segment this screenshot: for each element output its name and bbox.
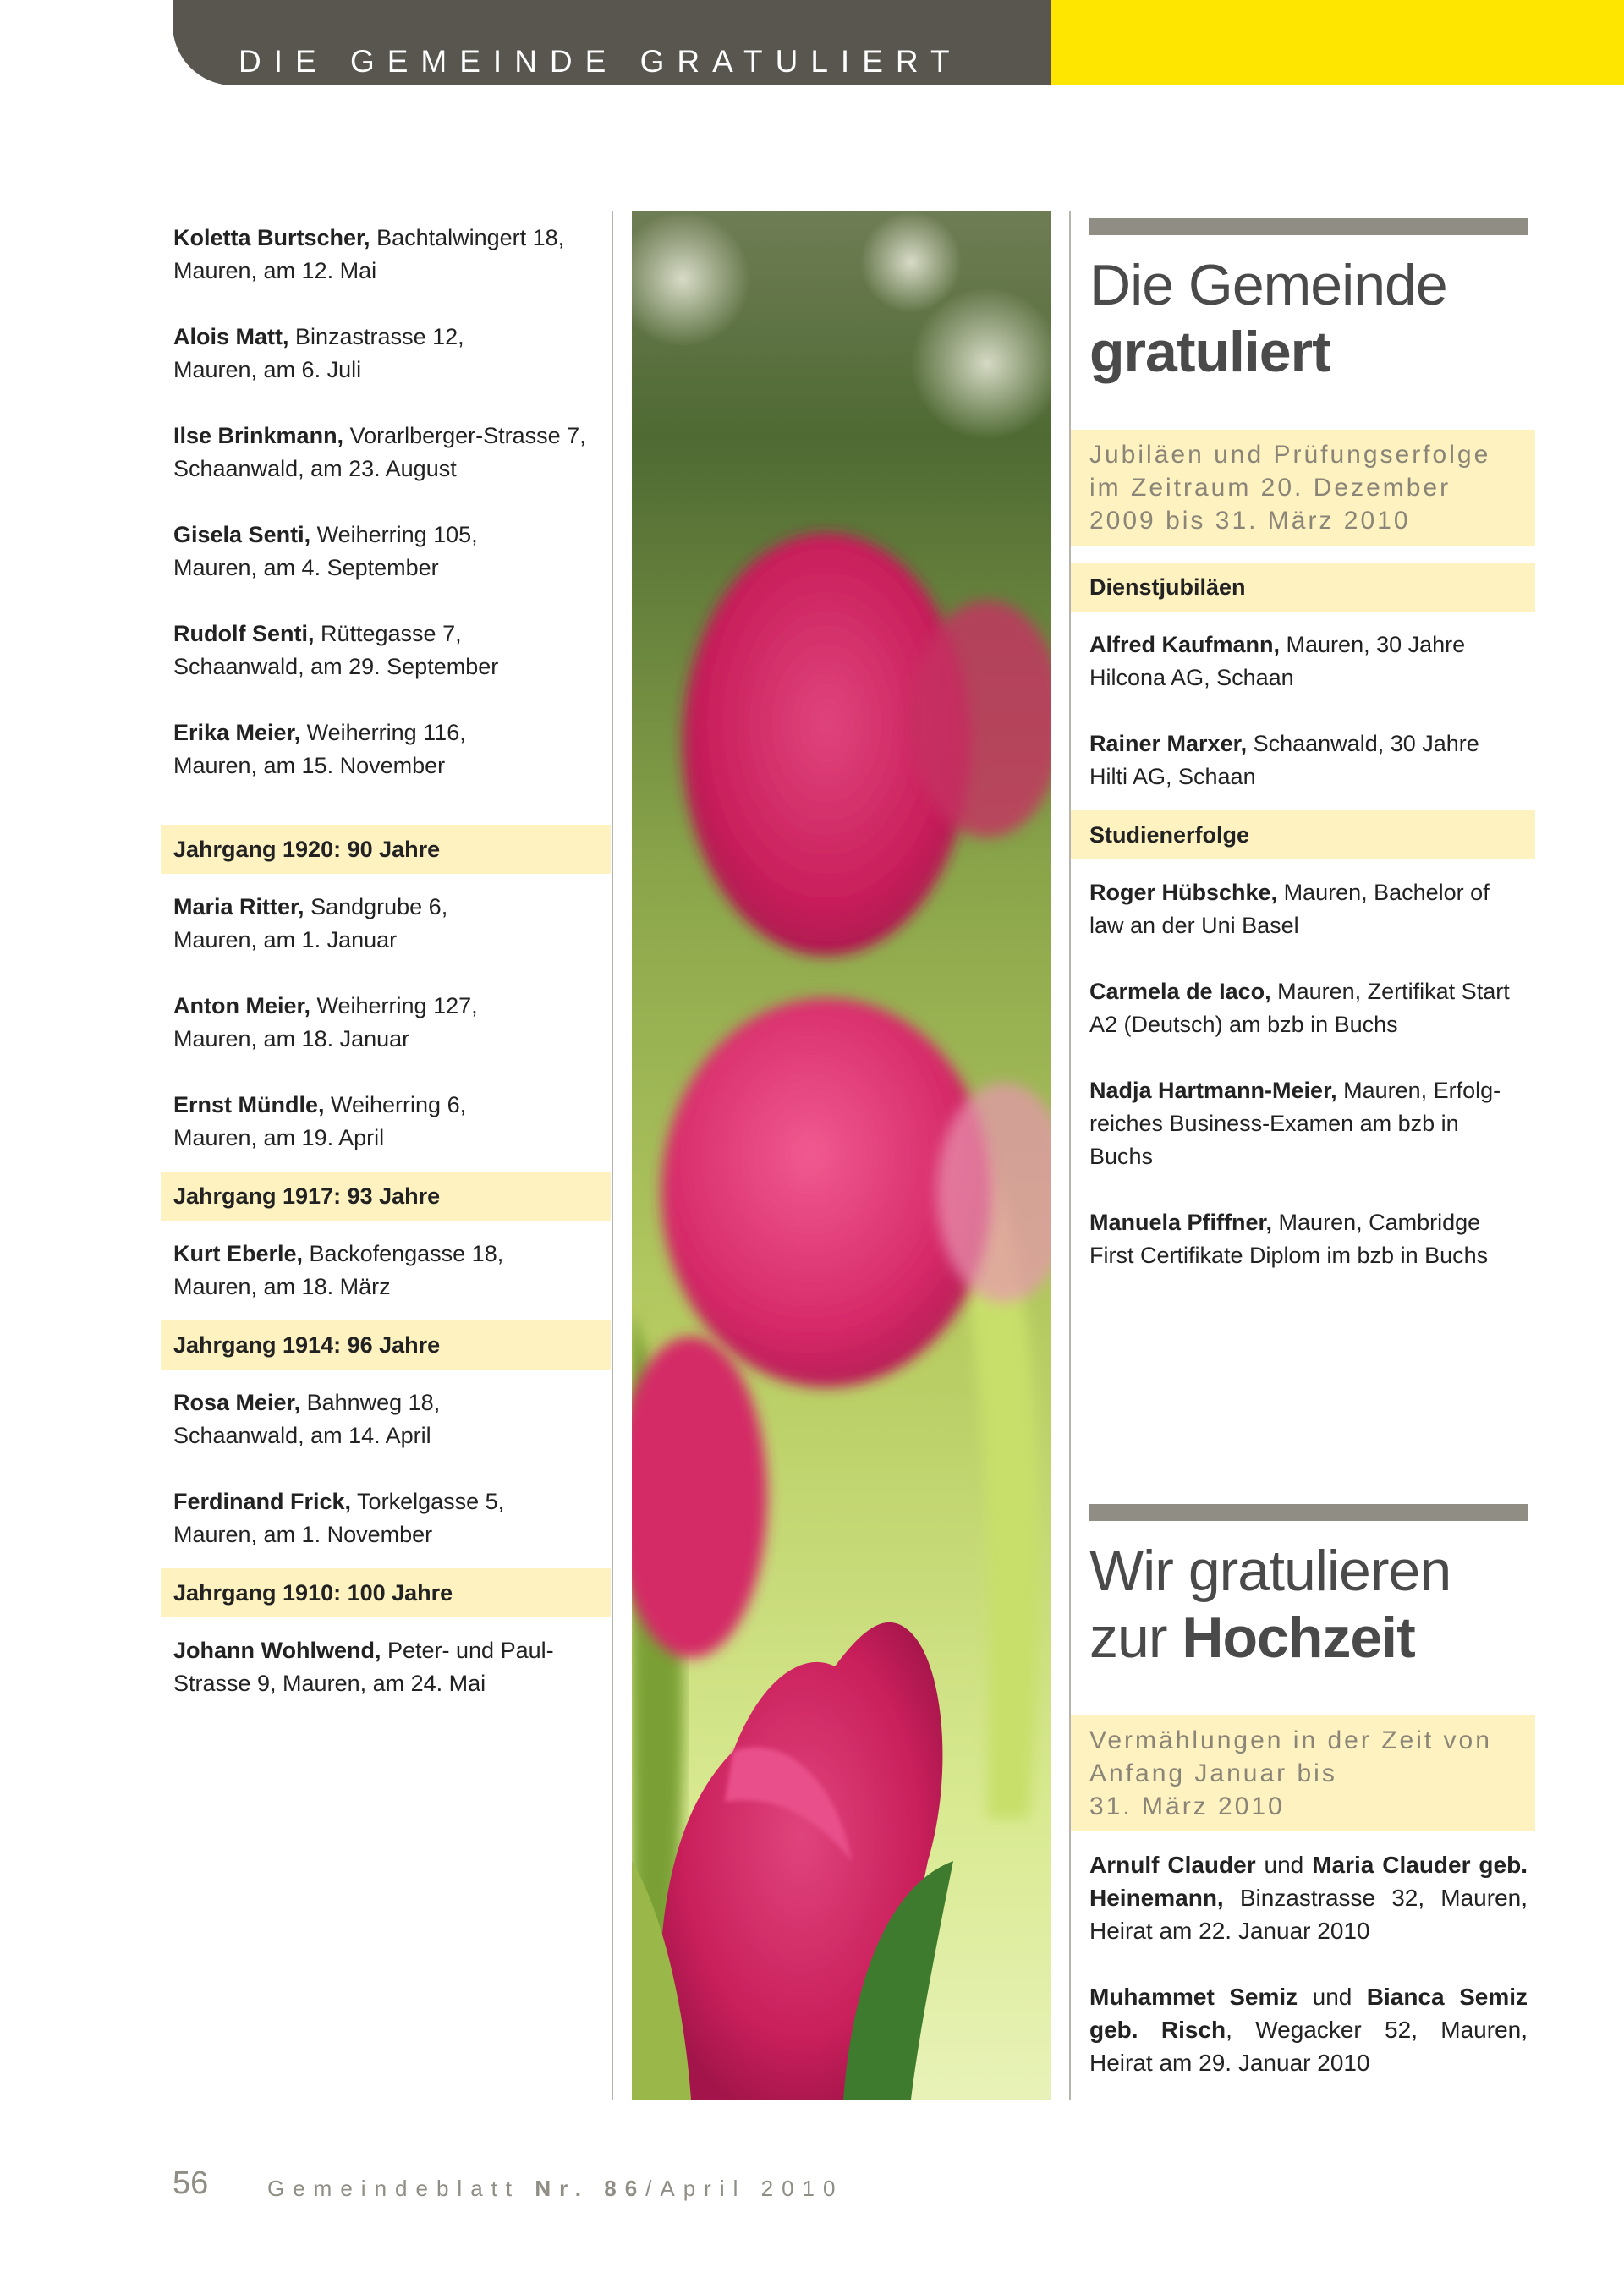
left-column <box>161 222 611 1733</box>
list-item: Anton Meier, Weiherring 127, Mauren, am 18. Januar <box>173 993 478 1051</box>
wedding-entry: Arnulf Clauder und Maria Clauder geb. Heinemann, Binzastrasse 32, Mauren, Heirat am 22. Januar 2010 <box>1089 1852 1528 1944</box>
list-item: Roger Hübschke, Mauren, Bachelor of law an der Uni Basel <box>1089 880 1490 938</box>
list-item: Kurt Eberle, Backofengasse 18, Mauren, am 18. März <box>173 1241 504 1299</box>
column-divider-left <box>612 211 613 2100</box>
section-subtitle: Jubiläen und Prüfungserfolge im Zeitraum 20. Dezember 2009 bis 31. März 2010 <box>1071 430 1535 546</box>
category-heading-studienerfolge: Studienerfolge <box>1071 810 1535 859</box>
section-rule <box>1089 218 1528 235</box>
list-item: Alfred Kaufmann, Mauren, 30 Jahre Hilcona AG, Schaan <box>1089 632 1466 690</box>
list-item: Carmela de Iaco, Mauren, Zertifikat Start A2 (Deutsch) am bzb in Buchs <box>1089 979 1510 1037</box>
list-item: Alois Matt, Binzastrasse 12, Mauren, am 6. Juli <box>173 324 464 382</box>
list-item: Maria Ritter, Sandgrube 6, Mauren, am 1. Januar <box>173 894 448 952</box>
section-subtitle: Vermählungen in der Zeit von Anfang Januar bis 31. März 2010 <box>1071 1715 1535 1831</box>
list-item: Rosa Meier, Bahnweg 18, Schaanwald, am 14. April <box>173 1390 441 1448</box>
page-number: 56 <box>173 2165 209 2201</box>
age-group-heading: Jahrgang 1917: 93 Jahre <box>161 1172 611 1221</box>
list-item: Koletta Burtscher, Bachtalwingert 18, Mauren, am 12. Mai <box>173 225 565 283</box>
section-header-band <box>173 0 1051 85</box>
age-group-heading: Jahrgang 1914: 96 Jahre <box>161 1320 611 1370</box>
section-title: DIE GEMEINDE GRATULIERT <box>239 44 963 79</box>
birthday-list-top <box>161 222 611 782</box>
section-rule <box>1089 1504 1528 1521</box>
publication-name: Gemeindeblatt Nr. 86/April 2010 <box>267 2176 844 2201</box>
list-item: Gisela Senti, Weiherring 105, Mauren, am 4. September <box>173 522 478 580</box>
list-item: Manuela Pfiffner, Mauren, Cambridge First Certifikate Diplom im bzb in Buchs <box>1089 1210 1489 1268</box>
wedding-section <box>1071 1504 1528 2112</box>
section-heading-hochzeit: Wir gratulieren zur Hochzeit <box>1089 1539 1451 1670</box>
header-yellow-accent <box>1051 0 1624 85</box>
list-item: Erika Meier, Weiherring 116, Mauren, am 15. November <box>173 720 466 778</box>
age-group-heading: Jahrgang 1910: 100 Jahre <box>161 1568 611 1617</box>
category-heading-dienstjubilaeen: Dienstjubiläen <box>1071 563 1535 612</box>
list-item: Rainer Marxer, Schaanwald, 30 Jahre Hilti AG, Schaan <box>1089 731 1479 789</box>
list-item: Ernst Mündle, Weiherring 6, Mauren, am 19. April <box>173 1092 467 1150</box>
list-item: Nadja Hartmann-Meier, Mauren, Erfolg- reiches Business-Examen am bzb in Buchs <box>1089 1078 1501 1169</box>
list-item: Johann Wohlwend, Peter- und Paul- Strasse 9, Mauren, am 24. Mai <box>173 1638 554 1696</box>
list-item: Ferdinand Frick, Torkelgasse 5, Mauren, am 1. November <box>173 1489 505 1547</box>
list-item: Rudolf Senti, Rüttegasse 7, Schaanwald, am 29. September <box>173 621 499 679</box>
age-group-heading: Jahrgang 1920: 90 Jahre <box>161 825 611 874</box>
wedding-entry: Muhammet Semiz und Bianca Semiz geb. Risch, Wegacker 52, Mauren, Heirat am 29. Januar 2010 <box>1089 1984 1528 2076</box>
tulips-photo <box>632 211 1051 2100</box>
list-item: Ilse Brinkmann, Vorarlberger-Strasse 7, Schaanwald, am 23. August <box>173 423 586 481</box>
right-column <box>1071 218 1528 1305</box>
section-heading-gratuliert: Die Gemeinde gratuliert <box>1089 253 1447 384</box>
